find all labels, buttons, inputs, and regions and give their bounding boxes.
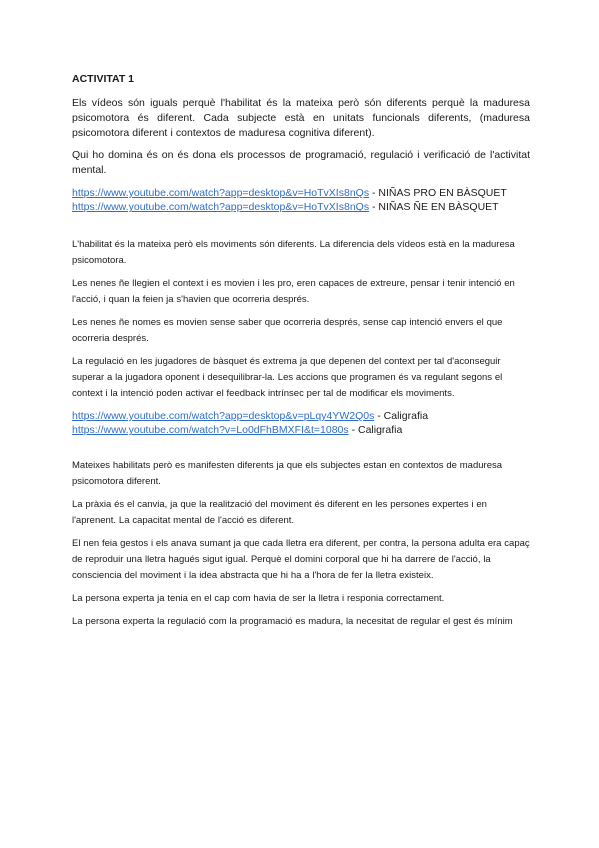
activity-title: ACTIVITAT 1 bbox=[72, 73, 135, 85]
control-paragraph: Qui ho domina és on és dona els processos de programació, regulació i verificació de l'activitat mental. bbox=[72, 149, 530, 177]
link-row bbox=[72, 409, 530, 424]
body-paragraph: La pràxia és el canvia, ja que la realització del moviment és diferent en les persones expertes i en l'aprenent. La capacitat mental de l'acció es diferent. bbox=[72, 498, 487, 526]
intro-paragraph: Els vídeos són iguals perquè l'habilitat és la mateixa però són diferents perquè la maduresa psicomotora és diferent. Cada subjecte està en unitats funcionals diferents, (maduresa psicomotora diferent i contextos de maduresa cognitiva diferent). bbox=[72, 97, 530, 139]
body-paragraph: Mateixes habilitats però es manifesten diferents ja que els subjectes estan en contextos de maduresa psicomotora diferent. bbox=[72, 459, 503, 487]
youtube-link[interactable]: https://www.youtube.com/watch?v=Lo0dFhBMXFI&t=1080s bbox=[72, 424, 349, 437]
link-caption: - Caligrafia bbox=[348, 424, 403, 437]
link-row bbox=[72, 186, 530, 201]
document-page bbox=[72, 72, 530, 637]
basketball-links bbox=[72, 186, 530, 215]
calligraphy-links bbox=[72, 409, 530, 438]
youtube-link[interactable]: https://www.youtube.com/watch?app=desktop&v=HoTvXIs8nQs bbox=[72, 186, 370, 199]
body-paragraph: L'habilitat és la mateixa però els moviments són diferents. La diferencia dels vídeos està en la maduresa psicomotora. bbox=[72, 238, 515, 266]
link-row bbox=[72, 423, 530, 438]
link-caption: - NIÑAS ÑE EN BÀSQUET bbox=[369, 201, 499, 214]
body-paragraph: Les nenes ñe llegien el context i es movien i les pro, eren capaces de extreure, pensar i tenir intenció en l'acció, i quan la feien ja s'havien que ocorreria després. bbox=[72, 277, 515, 305]
spacer bbox=[72, 438, 530, 458]
link-row bbox=[72, 200, 530, 215]
body-paragraph: La persona experta ja tenia en el cap com havia de ser la lletra i responia correctament. bbox=[72, 592, 445, 604]
link-caption: - Caligrafia bbox=[374, 409, 429, 422]
spacer bbox=[72, 215, 530, 237]
body-paragraph: La persona experta la regulació com la programació es madura, la necesitat de regular el gest és mínim bbox=[72, 615, 513, 627]
youtube-link[interactable]: https://www.youtube.com/watch?app=desktop&v=pLqy4YW2Q0s bbox=[72, 409, 375, 422]
body-paragraph: Les nenes ñe nomes es movien sense saber que ocorreria després, sense cap intenció envers el que ocorreria després. bbox=[72, 316, 503, 344]
body-paragraph: La regulació en les jugadores de bàsquet és extrema ja que depenen del context per tal d'aconseguir superar a la jugadora oponent i desequilibrar-la. Les accions que programen és va regulant segons el context i la intenció poden activar el feedback intrínsec per tal de modificar els moviments. bbox=[72, 355, 503, 399]
youtube-link[interactable]: https://www.youtube.com/watch?app=desktop&v=HoTvXIs8nQs bbox=[72, 201, 370, 214]
link-caption: - NIÑAS PRO EN BÀSQUET bbox=[369, 186, 507, 199]
body-paragraph: El nen feia gestos i els anava sumant ja que cada lletra era diferent, per contra, la persona adulta era capaç de reproduir una lletra hagués sigut igual. Perquè el domini corporal que hi ha darrere de l'acció, la consciencia del moviment i la idea abstracta que hi ha a l'hora de fer la lletra existeix. bbox=[72, 537, 530, 581]
